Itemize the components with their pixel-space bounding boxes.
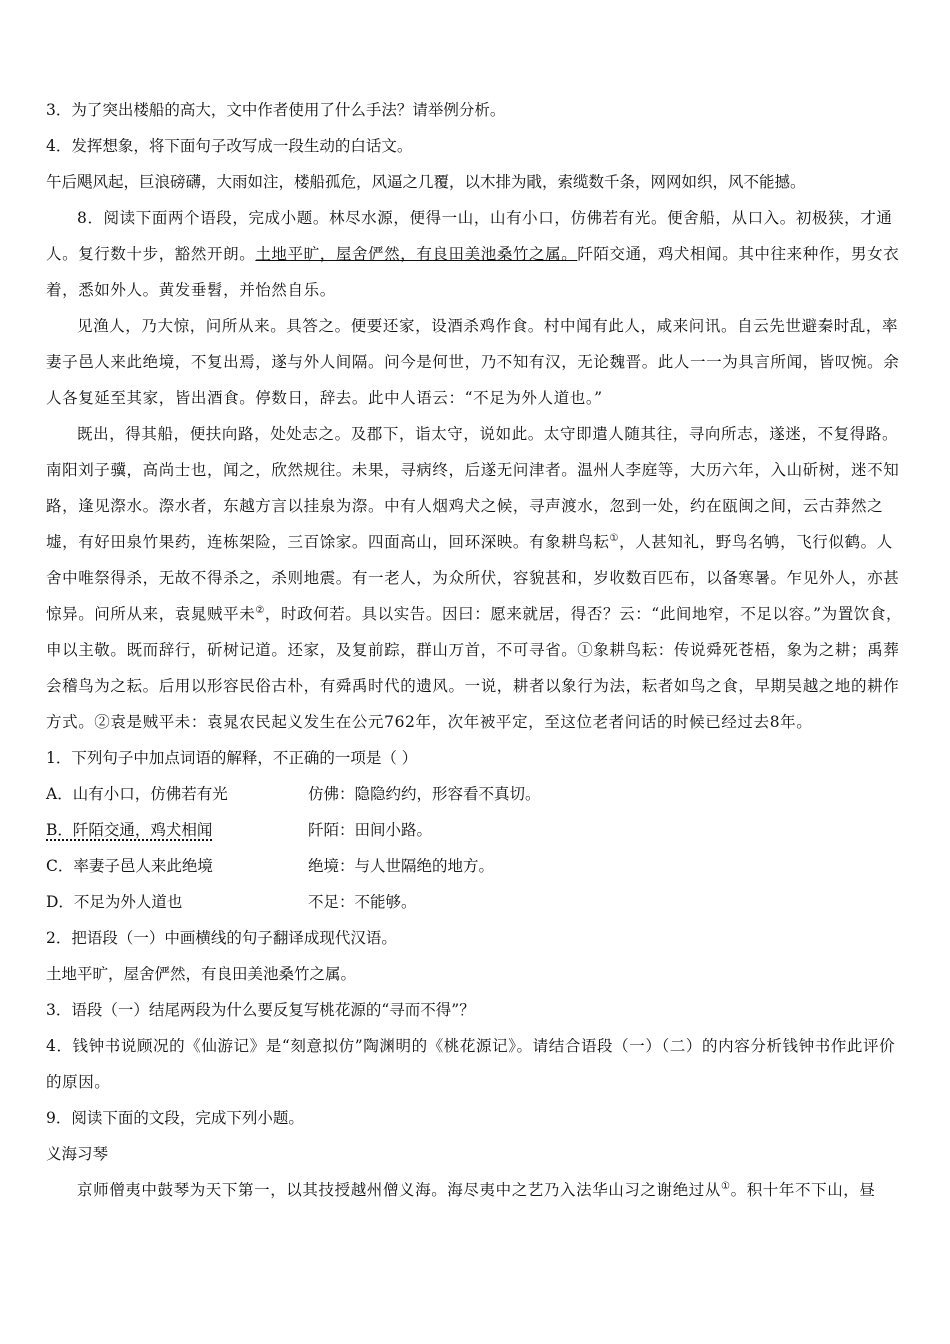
sub-question-2: 2．把语段（一）中画横线的句子翻译成现代汉语。: [46, 929, 397, 947]
sub-question-4: 4．钱钟书说顾况的《仙游记》是“刻意拟仿”陶渊明的《桃花源记》。请结合语段（一）（二）的内容分析钱钟书作此评价的原因。: [46, 1037, 896, 1091]
q8-paragraph-3: [46, 416, 908, 740]
option-b-sentence-wrap: [46, 812, 308, 848]
sub-question-2-text: 土地平旷，屋舍俨然，有良田美池桑竹之属。: [46, 965, 357, 983]
q8-paragraph-2: 见渔人，乃大惊，问所从来。具答之。便要还家，设酒杀鸡作食。村中闻有此人，咸来问讯。自云先世避秦时乱，率妻子邑人来此绝境，不复出焉，遂与外人间隔。问今是何世，乃不知有汉，无论魏晋。此人一一为具言所闻，皆叹惋。余人各复延至其家，皆出酒食。停数日，辞去。此中人语云：“不足为外人道也。”: [46, 317, 900, 407]
sub-question-3: 3．语段（一）结尾两段为什么要反复写桃花源的“寻而不得”？: [46, 1001, 475, 1019]
q9-footnote-marker: ①: [721, 1180, 731, 1192]
underlined-sentence: 土地平旷，屋舍俨然，有良田美池桑竹之属。: [255, 245, 578, 263]
document-page: [46, 92, 908, 1208]
question-4: 4．发挥想象，将下面句子改写成一段生动的白话文。: [46, 137, 413, 155]
q9-p1-text-a: 京师僧夷中鼓琴为天下第一，以其技授越州僧义海。海尽夷中之艺乃入法华山习之谢绝过从: [77, 1181, 722, 1199]
option-a-sentence: A．山有小口，仿佛若有光: [46, 785, 228, 803]
question-3: 3．为了突出楼船的高大，文中作者使用了什么手法？请举例分析。: [46, 101, 506, 119]
footnote-marker-2: ②: [255, 604, 265, 616]
question-9-heading: 9．阅读下面的文段，完成下列小题。: [46, 1109, 304, 1127]
footnote-marker-1: ①: [609, 532, 620, 544]
option-a: [46, 776, 908, 812]
option-d-sentence: D．不足为外人道也: [46, 893, 183, 911]
option-d-explanation: 不足：不能够。: [308, 893, 417, 911]
q9-p1-text-b: 。积十年不下山，昼: [730, 1181, 876, 1199]
q8-p1-text-a: 8．阅读下面两个语段，完成小题。林尽水源，便得一山，山有小口，仿佛若有光。便舍船，从口入。初极狭，才通人。复行数十步，豁然开朗。: [46, 209, 893, 263]
q9-paragraph-1: [46, 1172, 908, 1208]
q8-p3-text-a: 既出，得其船，便扶向路，处处志之。及郡下，诣太守，说如此。太守即遣人随其往，寻向所志，遂迷，不复得路。南阳刘子骥，高尚士也，闻之，欣然规往。未果，寻病终，后遂无问津者。温州人李庭等，大历六年，入山斫树，迷不知路，逢见漈水。漈水者，东越方言以挂泉为漈。中有人烟鸡犬之候，寻声渡水，忽到一处，约在瓯闽之间，云古莽然之墟，有好田泉竹果药，连栋架险，三百馀家。四面高山，回环深映。有象耕鸟耘: [46, 425, 900, 551]
q8-p1-text-b: 阡陌交通，鸡犬相闻。其中往来种作，男女衣着，悉如外人。黄发垂髫，并怡然自乐。: [46, 245, 900, 299]
sub-question-1: 1．下列句子中加点词语的解释，不正确的一项是（ ）: [46, 749, 418, 767]
q8-paragraph-1: [46, 200, 908, 308]
option-b-explanation: 阡陌：田间小路。: [308, 821, 433, 839]
option-c-explanation: 绝境：与人世隔绝的地方。: [308, 857, 495, 875]
question-4-text: 午后飓风起，巨浪磅礴，大雨如注，楼船孤危，风逼之几覆，以木排为戙，索缆数千条，网网如织，风不能撼。: [46, 173, 806, 191]
option-d: [46, 884, 908, 920]
option-b: [46, 812, 908, 848]
q8-p3-text-b: ，人甚知礼，野鸟名鸲，飞行似鹤。人舍中唯祭得杀，无故不得杀之，杀则地震。有一老人，为众所伏，容貌甚和，岁收数百匹布，以备寒暑。乍见外人，亦甚惊异。问所从来，袁晁贼平未: [46, 533, 900, 623]
option-c-sentence: C．率妻子邑人来此绝境: [46, 857, 213, 875]
option-c: [46, 848, 908, 884]
q8-p3-text-c: ，时政何若。具以实告。因曰：愿来就居，得否？云：“此间地窄，不足以容。”为置饮食，申以主敬。既而辞行，斫树记道。还家，及复前踪，群山万首，不可寻省。①象耕鸟耘：传说舜死苍梧，象为之耕；禹葬会稽鸟为之耘。后用以形容民俗古朴，有舜禹时代的遗风。一说，耕者以象行为法，耘者如鸟之食，早期吴越之地的耕作方式。②袁是贼平未：袁晁农民起义发生在公元762年，次年被平定，至这位老者问话的时候已经过去8年。: [46, 605, 903, 731]
option-b-sentence: B．阡陌交通，鸡犬相闻: [46, 821, 213, 839]
option-a-explanation: 仿佛：隐隐约约，形容看不真切。: [308, 785, 541, 803]
question-9-title: 义海习琴: [46, 1145, 109, 1163]
